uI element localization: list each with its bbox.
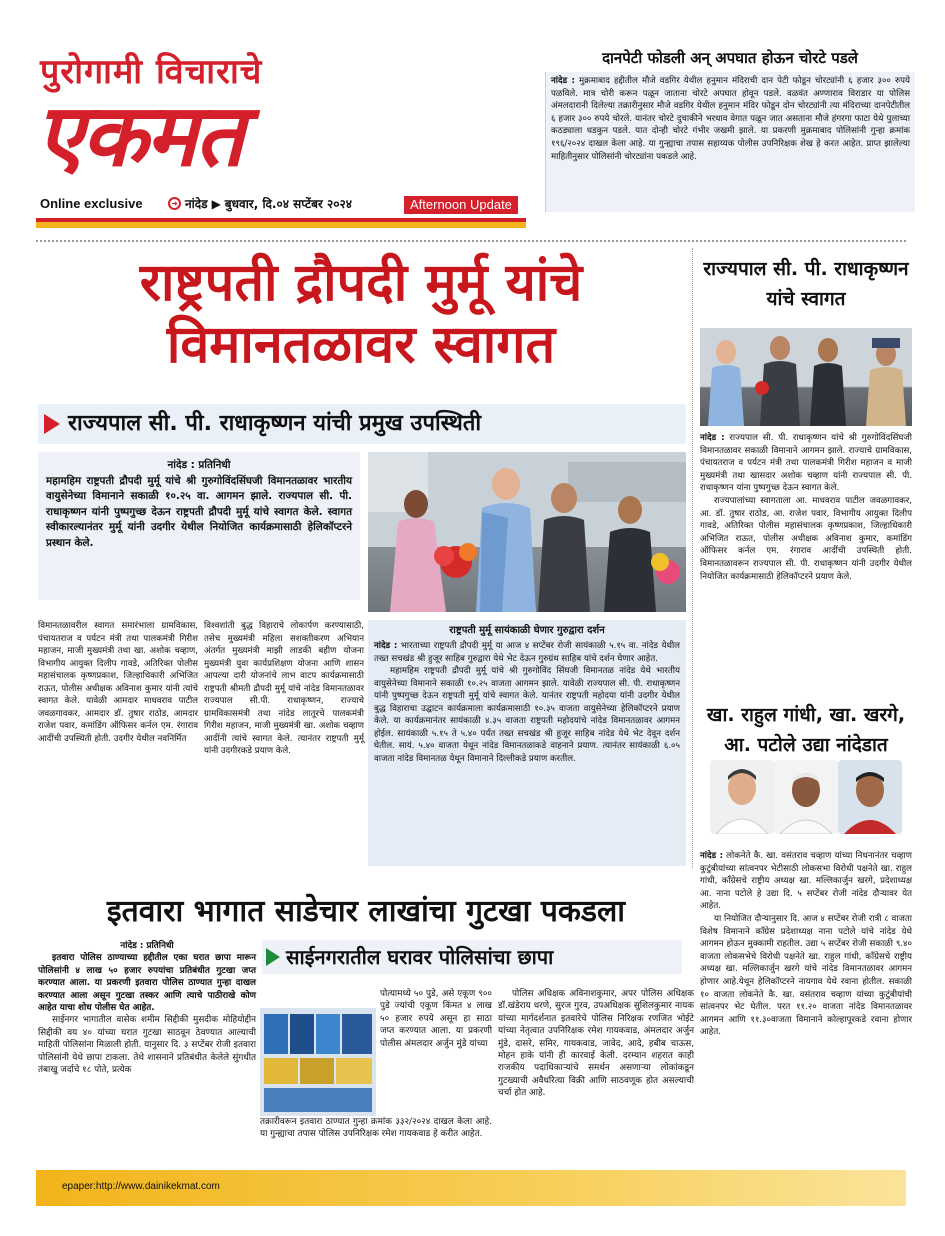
- gurudwara-box-dateline: नांदेड :: [374, 641, 398, 651]
- governor-photo: [700, 328, 912, 426]
- gurudwara-box-headline: राष्ट्रपती मुर्मू सायंकाळी घेणार गुरुद्वारा दर्शन: [449, 625, 605, 636]
- masthead-logo: एकमत: [36, 85, 243, 186]
- gutkha-col-2: पोत्यामध्ये ५० पुडे, असे एकूण ९०० पुडे ज्यांची एकूण किंमत ४ लाख ५० हजार रुपये असून हा साठा जप्त करण्यात आला. या प्रकरणी पोलीस अंमलदार अर्जुन मुंडे यांच्या: [380, 989, 492, 1049]
- governor-para2: राज्यपालांच्या स्वागताला आ. माधवराव पाटील जवळगावकर, आ. डॉ. तुषार राठोड, आ. राजेश पवार, विभागीय आयुक्त दिलीप गावडे, अतिरिक्त पोलीस महासंचालक कृष्णप्रकाश, जिल्हाधिकारी अभिजित राऊत, पोलीस अधीक्षक अविनाश कुमार, कमांडिंग ऑफिसर कर्नल एम. रंगाराव आदींची उपस्थिती होती. विमानतळावरून राज्यपाल सी. पी. राधाकृष्णन यांनी उदगीर येथील नियोजित कार्यक्रमासाठी हेलिकॉप्टरने प्रयाण केले.: [700, 495, 912, 582]
- main-photo: [368, 452, 686, 612]
- portrait-2: [774, 760, 838, 834]
- portrait-3: [838, 760, 902, 834]
- epaper-link[interactable]: epaper:http://www.dainikekmat.com: [62, 1181, 220, 1192]
- column-divider: [692, 248, 693, 868]
- gurudwara-box: [368, 620, 686, 866]
- rahul-gandhi-headline: खा. राहुल गांधी, खा. खरगे, आ. पटोले उद्या नांदेडात: [706, 704, 906, 756]
- gutkha-dateline: नांदेड : प्रतिनिधी: [120, 941, 174, 951]
- main-lead: [38, 452, 360, 600]
- airport-welcome-image: [368, 452, 686, 612]
- rahul-gandhi-para1: [700, 850, 912, 913]
- rahul-gandhi-text1: लोकनेते कै. खा. वसंतराव चव्हाण यांच्या निधनानंतर चव्हाण कुटुंबीयांच्या सांत्वनपर भेटीसाठी लोकसभा विरोधी पक्षनेते खा. राहुल गांधी, काँग्रेसचे राष्ट्रीय अध्यक्ष खा. मल्लिकार्जुन खरगे, प्रदेशाध्यक्ष आ. नाना पटोले हे उद्या दि. ५ सप्टेंबर रोजी नांदेड दौऱ्यावर येत आहेत.: [700, 851, 912, 912]
- rahul-gandhi-para2: या नियोजित दौऱ्यानुसार दि. आज ४ सप्टेंबर रोजी रात्री ८ वाजता विशेष विमानाने काँग्रेस प्रदेशाध्यक्ष नाना पटोले यांचे नांदेड येथे आगमन होऊन मुक्कामी राहतील. उद्या ५ सप्टेंबर रोजी सकाळी ९.४० वाजता लोकसभेचे विरोधी पक्षनेते खा. राहुल गांधी, काँग्रेसचे राष्ट्रीय अध्यक्ष खा. मल्लिकार्जुन खरगे यांचे नांदेड विमानतळावर आगमन होणार आहे.येथून हेलिकॉप्टरने नायगाव येथे रवाना होतील. सकाळी १० वाजता लोकनेते कै. खा. वसंतराव चव्हाण यांच्या कुटुंबीयांची सांत्वनपर भेट घेतील. परत ११.२० वाजता नांदेड विमानतळावर आगमन आणि ११.३०वाजता विमानाने कोल्हापूरकडे रवाना होणार आहेत.: [700, 913, 912, 1038]
- governor-headline: राज्यपाल सी. पी. राधाकृष्णन यांचे स्वागत: [703, 258, 909, 310]
- gurudwara-box-text1: भारताच्या राष्ट्रपती द्रौपदी मुर्मू या आज ४ सप्टेंबर रोजी सायंकाळी ५.१५ वा. नांदेड येथील तख्त सचखंड श्री हुजूर साहिब गुरुद्वारा येथे भेट देऊन गुरुग्रंथ साहिब यांचे दर्शन घेणार आहेत.: [374, 641, 680, 664]
- gutkha-col-1: [38, 940, 256, 1076]
- gutkha-col1-text: साईनगर भागातील वासेक शमीम सिद्दीकी मुसदीक मोहियोद्दीन सिद्दीकी वय ४० यांच्या घरात गुटखा साठवून ठेवण्यात आल्याची माहिती पोलिसांना मिळाली होती. यानुसार दि. ३ सप्टेंबर रोजी इतवारा पोलिसांनी येथे छापा टाकला. तेथे शासनाने प्रतिबंधीत केलेले सुंगधीत तंबाखु जर्दाचे १८ पोते, प्रत्येक: [38, 1015, 256, 1076]
- top-story-body: [545, 72, 915, 212]
- governor-para1: [700, 432, 912, 495]
- divider: [36, 240, 906, 242]
- governor-text1: राज्यपाल सी. पी. राधाकृष्णन यांचे श्री गुरुगोविंदसिंघजी विमानतळावर सकाळी विमानाने आगमन झाले. राज्याचे ग्रामविकास, पंचायतराज व पर्यटन मंत्री तथा पालकमंत्री गिरीश महाजन व माजी मुख्यमंत्री तथा खासदार अशोक चव्हाण यांनी राज्यपाल सी. पी. राधाकृष्णन यांना पुष्पगुच्छ देऊन स्वागत केले.: [700, 433, 912, 494]
- dateline: [168, 195, 352, 212]
- governor-welcome-image: [700, 328, 912, 426]
- masthead-tagline: पुरोगामी विचाराचे: [40, 52, 263, 92]
- play-arrow-icon: ▶: [211, 196, 221, 211]
- governor-body: [700, 432, 912, 583]
- main-lead-text: महामहिम राष्ट्रपती द्रौपदी मुर्मू यांचे श्री गुरुगोविंदसिंघजी विमानतळावर भारतीय वायुसेनेच्या विमानाने सकाळी १०.२५ वा. आगमन झाले. राज्यपाल सी. पी. राधाकृष्णन यांनी पुष्पगुच्छ देऊन राष्ट्रपती द्रौपदी मुर्मू यांचे स्वागत केले. स्वागत स्वीकारल्यानंतर मुर्मू यांनी उदगीर येथील नियोजित कार्यक्रमासाठी हेलिकॉप्टरने प्रस्थान केले.: [46, 474, 352, 549]
- governor-dateline: नांदेड :: [700, 433, 725, 443]
- top-story-dateline: नांदेड :: [551, 76, 575, 86]
- person-portrait-icon: [774, 760, 838, 834]
- portrait-1: [710, 760, 774, 834]
- rahul-gandhi-body: [700, 850, 912, 1039]
- dateline-date: बुधवार, दि.०४ सप्टेंबर २०२४: [224, 197, 352, 211]
- gutkha-lead: इतवारा पोलिस ठाण्याच्या हद्दीतील एका घरात छापा मारून पोलिसांनी ४ लाख ५० हजार रुपयांचा प्रतिबंधीत गुटखा जप्त करण्यात आला. या प्रकरणी इतवारा पोलिस ठाण्यात गुन्हा दाखल करण्यात आला असून गुटखा तस्कर आणि त्याचे पाठीराखे कोण आहेत याचा शोध पोलीस घेत आहेत.: [38, 953, 256, 1014]
- arrow-right-icon: ➜: [168, 197, 181, 210]
- gutkha-col-2b: तक्रारीवरून इतवारा ठाण्यात गुन्हा क्रमांक ३३२/२०२४ दाखल केला आहे. या गुन्ह्याचा तपास पोलिस उपनिरिक्षक रमेश गायकवाड हे करीत आहेत.: [260, 1117, 492, 1140]
- gutkha-headline: इतवारा भागात साडेचार लाखांचा गुटखा पकडला: [106, 894, 626, 929]
- masthead-rule-yellow: [36, 222, 526, 228]
- edition-badge: Afternoon Update: [404, 196, 518, 214]
- main-lead-dateline: नांदेड : प्रतिनिधी: [167, 459, 231, 471]
- main-subheadline: राज्यपाल सी. पी. राधाकृष्णन यांची प्रमुख उपस्थिती: [38, 404, 686, 444]
- gutkha-packets-image: [260, 1008, 376, 1116]
- gurudwara-box-para1: [374, 640, 680, 665]
- online-exclusive-label: Online exclusive: [40, 196, 143, 211]
- top-story-headline: दानपेटी फोडली अन् अपघात होऊन चोरटे पडले: [602, 49, 858, 67]
- person-portrait-icon: [838, 760, 902, 834]
- person-portrait-icon: [710, 760, 774, 834]
- main-headline: राष्ट्रपती द्रौपदी मुर्मू यांचे विमानतळावर स्वागत: [139, 252, 583, 375]
- main-col-2: विश्वशांती बुद्ध विहाराचे लोकार्पण करण्यासाठी, तसेच मुख्यमंत्री महिला सशक्तीकरण अभियान अंतर्गत मुख्यमंत्री माझी लाडकी बहीण योजना मुख्यमंत्री युवा कार्यप्रशिक्षण योजना आणि शासन आपल्या दारी योजनांचे लाभ वाटप कार्यक्रमासाठी राष्ट्रपती श्रीमती द्रौपदी मुर्मू यांचे नांदेड विमानतळावर राज्यपाल सी.पी. राधाकृष्णन, राज्याचे ग्रामविकासमंत्री तथा नांदेड लातूरचे पालकमंत्री गिरीश महाजन, माजी मुख्यमंत्री खा. अशोक चव्हाण आदींनी त्यांचे स्वागत केले. त्यानंतर राष्ट्रपती मुर्मू यांनी उदगीरकडे प्रयाण केले.: [204, 621, 364, 756]
- top-story-text: मुक्रमाबाद हद्दीतील मौजे वडगिर येथील हनुमान मंदिराची दान पेटी फोडून चोरट्यांनी ६ हजार ३०० रुपये पळविले. मात्र चोरी करून पळून जाताना चोरटे अपघात होवून पडले. वळवंत अण्णाराव विराडार या पोलिस अंमलदारानी दिलेल्या तक्रारीनुसार मौजे वडगिर येथील हनुमान मंदिर फोडून दोन चोरट्यांनी त्या मंदिराच्या दानपेटीतील ६ हजार ३०० रुपये चोरले. यानंतर चोरटे दुचाकीने भरधाव वेगात पळून जात असताना मौजे हंगरगा फाटा येथे पुलाच्या कठड्याला धडकुन पडले. यात दोन्ही चोरटे गंभीर जखमी झाले. या प्रकरणी मुक्रमाबाद पोलिसांनी गुन्हा क्रमांक १९६/२०२४ दाखल केला आहे. या गुन्ह्याचा तपास सहाय्यक पोलीस उपनिरिक्षक शेख हे करत आहेत. प्राप्त झालेल्या माहितीनुसार पोलिसांनी चोरट्यांना पकडले आहे.: [551, 76, 910, 162]
- dateline-city: नांदेड: [185, 197, 208, 211]
- gutkha-subheadline: साईनगरातील घरावर पोलिसांचा छापा: [262, 940, 682, 974]
- gutkha-col-3: पोलिस अधिक्षक अविनाशकुमार, अपर पोलिस अधिक्षक डॉ.खंडेराय धरणे, सुरज गुरव, उपअधिक्षक सुशिलकुमार नायक यांच्या मार्गदर्शनात इतवारेचे पोलिस निरिक्षक रणजित भोईटे यांच्या नेतृत्वात उपनिरिक्षक रमेश गायकवाड, अंमलदार अर्जुन मुंडे, दासरे, समिर, गायकवाड, जावेद, आदे, हबीब चाऊस, मोहन हाके यांनी ही कारवाई केली. दरम्यान शहरात काही राजकीय पदाधिकाऱ्यांचे समर्थन असणाऱ्या लोकांकडून गुटख्याची अवैधरित्या विक्री आणि साठवणूक होत असल्याची चर्चा होत आहे.: [498, 989, 694, 1099]
- gutkha-photo: [260, 1008, 376, 1116]
- main-col-1: विमानतळावरील स्वागत समारंभाला ग्रामविकास, पंचायतराज व पर्यटन मंत्री तथा पालकमंत्री गिरीश महाजन, माजी मुख्यमंत्री तथा खा. अशोक चव्हाण, विभागीय आयुक्त दिलीप गावडे, अतिरिक्त पोलीस महासंचालक कृष्णप्रकाश, जिल्हाधिकारी अभिजित राऊत, पोलीस अधीक्षक अविनाश कुमार यांनी त्यांचे स्वागत केले. यावेळी आमदार माधवराव पाटील जवळगावकर, आमदार डॉ. तुषार राठोड, आमदार राजेश पवार, कमांडिंग ऑफिसर कर्नल एम. रंगाराव आदींची उपस्थिती होती. उदगीर येथील नवनिर्मित: [38, 621, 198, 744]
- rahul-gandhi-dateline: नांदेड :: [700, 851, 723, 861]
- gurudwara-box-para2: महामहिम राष्ट्रपती द्रौपदी मुर्मू यांचे श्री गुरुगोविंद सिंघजी विमानतळ नांदेड येथे भारतीय वायुसेनेच्या विमानाने सकाळी १०.२५ वाजता आगमन झाले. यावेळी राज्यपाल सी. पी. राधाकृष्णन यांनी पुष्पगुच्छ देऊन राष्ट्रपती मुर्मू यांचे स्वागत केले. यानंतर राष्ट्रपती महोदया यांनी उदगीर येथील बुद्ध विहाराचा उद्घाटन कार्यक्रमाला कार्यक्रमासाठी १०.३५ वाजता वायुसेनेच्या हेलिकॉप्टरने प्रयाण केले. या कार्यक्रमानंतर सायंकाळी ४.३५ वाजता राष्ट्रपती महोदयांचे नांदेड विमानतळावर आगमन होईल. सायंकाळी ५.१५ ते ५.४० पर्यंत तख्त सचखंड श्री हुजूर साहिब नांदेड येथे भेट देवून दर्शन घेतील. सायं. ५.४० वाजता येथून नांदेड विमानतळाकडे वाहनाने प्रयाण. त्यानंतर सायंकाळी ६.०५ वाजता नांदेड विमानतळ येथून विमानाने दिल्लीकडे प्रयाण करतील.: [374, 666, 680, 764]
